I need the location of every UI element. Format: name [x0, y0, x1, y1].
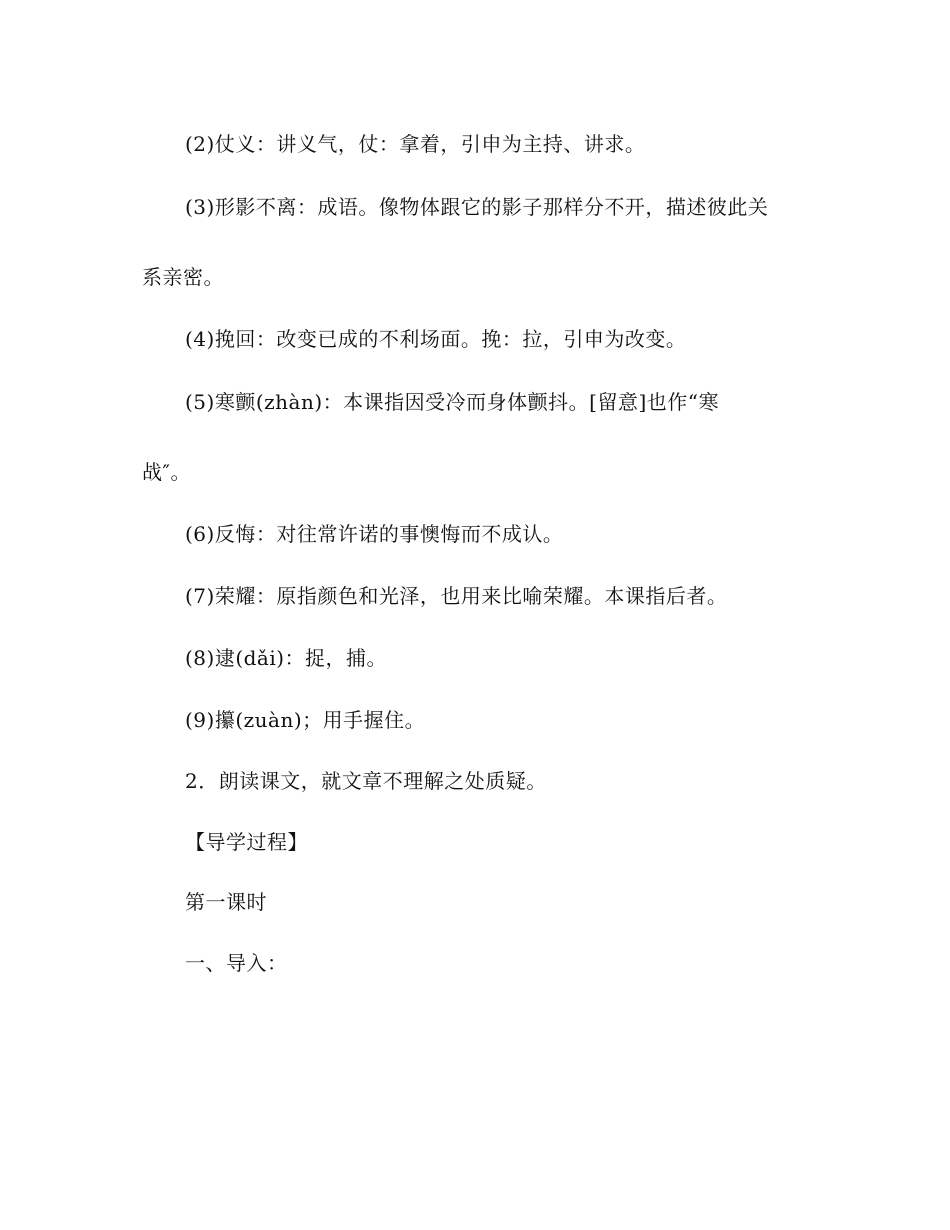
annotation-2: (2)仗义：讲义气，仗：拿着，引申为主持、讲求。: [185, 132, 646, 156]
annotation-4: (4)挽回：改变已成的不利场面。挽：拉，引申为改变。: [185, 327, 687, 351]
annotation-7: (7)荣耀：原指颜色和光泽，也用来比喻荣耀。本课指后者。: [185, 584, 728, 608]
annotation-3: (3)形影不离：成语。像物体跟它的影子那样分不开，描述彼此关: [185, 195, 769, 219]
annotation-9: (9)攥(zuàn)；用手握住。: [185, 708, 426, 732]
lesson-period-heading: 第一课时: [185, 890, 267, 914]
annotation-3-continued: 系亲密。: [142, 265, 224, 289]
section-heading-guided-process: 【导学过程】: [185, 830, 308, 854]
introduction-heading: 一、导入：: [185, 951, 288, 975]
annotation-8: (8)逮(dǎi)：捉，捕。: [185, 646, 388, 670]
task-2-reading: 2．朗读课文，就文章不理解之处质疑。: [185, 769, 547, 793]
annotation-5-continued: 战″。: [142, 460, 191, 484]
annotation-6: (6)反悔：对往常许诺的事懊悔而不成认。: [185, 522, 564, 546]
annotation-5: (5)寒颤(zhàn)：本课指因受冷而身体颤抖。[留意]也作“寒: [185, 390, 719, 414]
